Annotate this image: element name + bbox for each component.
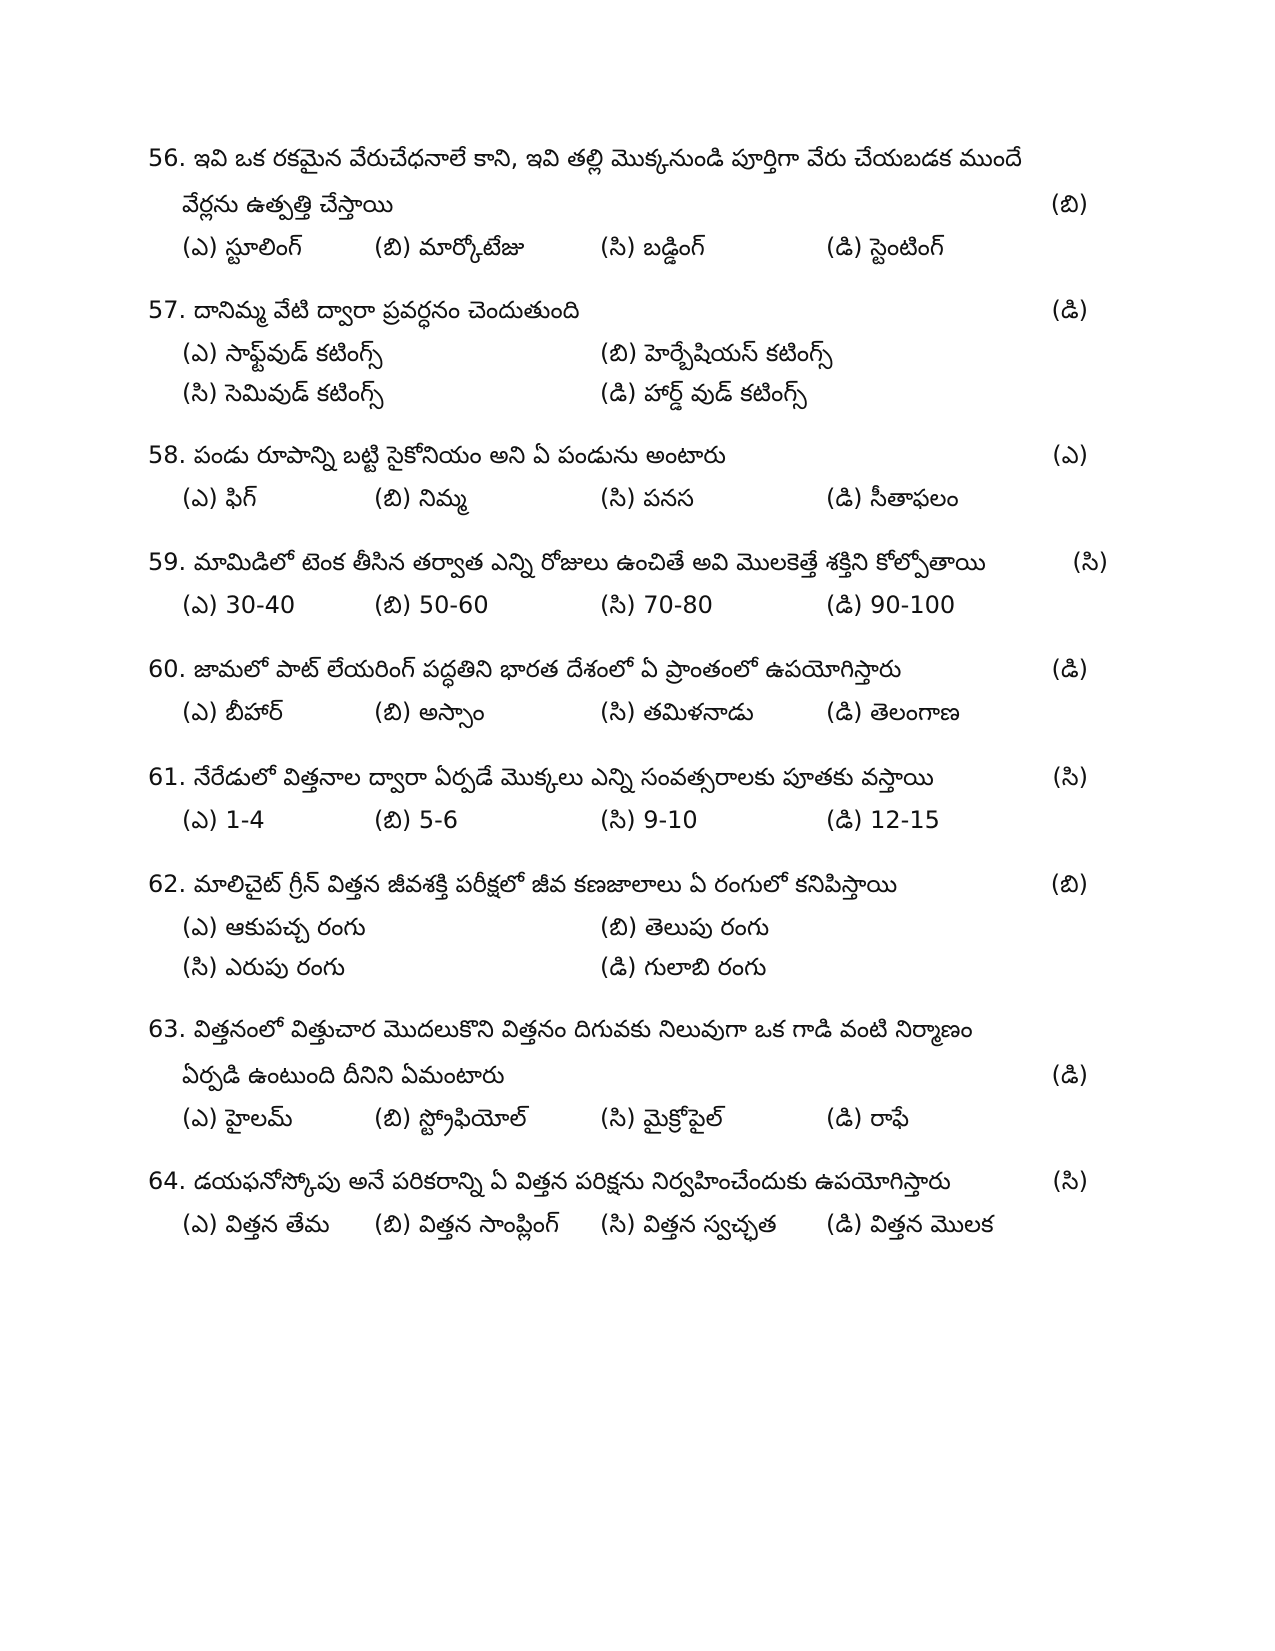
option-a: (ఎ) సాఫ్ట్‌వుడ్ కటింగ్స్ xyxy=(182,339,383,367)
question-text-continued: వేర్లను ఉత్పత్తి చేస్తాయి xyxy=(182,190,394,218)
option-c: (సి) విత్తన స్వచ్ఛత xyxy=(600,1210,777,1238)
answer-key: (సి) xyxy=(1052,1167,1088,1195)
option-a: (ఎ) ఫిగ్ xyxy=(182,484,257,512)
answer-key: (బి) xyxy=(1050,870,1088,898)
question-text: 57. దానిమ్మ వేటి ద్వారా ప్రవర్ధనం చెందుతుంది xyxy=(148,296,580,324)
option-a: (ఎ) ఆకుపచ్చ రంగు xyxy=(182,913,366,941)
question-text: 58. పండు రూపాన్ని బట్టి సైకోనియం అని ఏ పండును అంటారు xyxy=(148,441,726,469)
question-text: 60. జామలో పాట్ లేయరింగ్ పద్ధతిని భారత దేశంలో ఏ ప్రాంతంలో ఉపయోగిస్తారు xyxy=(148,655,902,683)
answer-key: (సి) xyxy=(1072,548,1108,576)
question-63 xyxy=(148,1006,1088,1138)
answer-key: (డి) xyxy=(1051,655,1088,683)
options-row xyxy=(148,907,1088,947)
options-row xyxy=(148,947,1088,987)
option-b: (బి) 50-60 xyxy=(374,591,489,619)
answer-key: (సి) xyxy=(1052,763,1088,791)
options-row xyxy=(148,333,1088,373)
question-62 xyxy=(148,861,1088,987)
question-text: 56. ఇవి ఒక రకమైన వేరుచేధనాలే కాని, ఇవి తల్లి మొక్కనుండి పూర్తిగా వేరు చేయబడక ముందే xyxy=(148,144,1022,172)
option-c: (సి) తమిళనాడు xyxy=(600,698,754,726)
answer-key: (ఎ) xyxy=(1052,441,1088,469)
option-b: (బి) స్ట్రోఫియోల్ xyxy=(374,1104,527,1132)
option-a: (ఎ) 30-40 xyxy=(182,591,296,619)
option-c: (సి) 9-10 xyxy=(600,806,698,834)
option-b: (బి) మార్కోటేజు xyxy=(374,233,525,261)
option-d: (డి) హార్డ్ వుడ్ కటింగ్స్ xyxy=(600,379,807,407)
options-row xyxy=(148,478,1088,518)
options-row xyxy=(148,227,1088,267)
option-b: (బి) తెలుపు రంగు xyxy=(600,913,770,941)
option-a: (ఎ) విత్తన తేమ xyxy=(182,1210,330,1238)
option-d: (డి) 90-100 xyxy=(826,591,956,619)
question-text: 64. డయఫనోస్కోపు అనే పరికరాన్ని ఏ విత్తన పరిక్షను నిర్వహించేందుకు ఉపయోగిస్తారు xyxy=(148,1167,951,1195)
question-61 xyxy=(148,754,1088,840)
option-b: (బి) 5-6 xyxy=(374,806,459,834)
answer-key: (డి) xyxy=(1051,1061,1088,1089)
options-row xyxy=(148,373,1088,413)
question-text-continued: ఏర్పడి ఉంటుంది దీనిని ఏమంటారు xyxy=(182,1061,505,1089)
question-56 xyxy=(148,135,1088,267)
option-c: (సి) 70-80 xyxy=(600,591,713,619)
option-d: (డి) తెలంగాణ xyxy=(826,698,960,726)
option-c: (సి) మైక్రోపైల్ xyxy=(600,1104,723,1132)
option-d: (డి) సీతాఫలం xyxy=(826,484,959,512)
option-b: (బి) విత్తన సాంప్లింగ్ xyxy=(374,1210,559,1238)
option-a: (ఎ) స్టూలింగ్ xyxy=(182,233,302,261)
option-d: (డి) రాఫే xyxy=(826,1104,910,1132)
option-c: (సి) ఎరుపు రంగు xyxy=(182,953,346,981)
question-64 xyxy=(148,1158,1088,1244)
question-57 xyxy=(148,287,1088,413)
option-b: (బి) హెర్బేషియస్ కటింగ్స్ xyxy=(600,339,833,367)
option-d: (డి) విత్తన మొలక xyxy=(826,1210,994,1238)
answer-key: (బి) xyxy=(1050,190,1088,218)
option-c: (సి) సెమివుడ్ కటింగ్స్ xyxy=(182,379,384,407)
option-d: (డి) గులాబి రంగు xyxy=(600,953,767,981)
options-row xyxy=(148,1204,1088,1244)
options-row xyxy=(148,692,1088,732)
question-text: 61. నేరేడులో విత్తనాల ద్వారా ఏర్పడే మొక్కలు ఎన్ని సంవత్సరాలకు పూతకు వస్తాయి xyxy=(148,763,934,791)
question-text: 59. మామిడిలో టెంక తీసిన తర్వాత ఎన్ని రోజులు ఉంచితే అవి మొలకెత్తే శక్తిని కోల్పోతాయి xyxy=(148,548,986,576)
options-row xyxy=(148,1098,1088,1138)
option-d: (డి) 12-15 xyxy=(826,806,940,834)
question-59 xyxy=(148,539,1108,625)
question-text: 63. విత్తనంలో విత్తుచార మొదలుకొని విత్తనం దిగువకు నిలువుగా ఒక గాడి వంటి నిర్మాణం xyxy=(148,1015,973,1043)
option-a: (ఎ) బీహార్ xyxy=(182,698,283,726)
question-60 xyxy=(148,646,1088,732)
question-text: 62. మాలిచైట్ గ్రీన్ విత్తన జీవశక్తి పరీక్షలో జీవ కణజాలాలు ఏ రంగులో కనిపిస్తాయి xyxy=(148,870,898,898)
option-a: (ఎ) హైలమ్ xyxy=(182,1104,293,1132)
option-c: (సి) బడ్డింగ్ xyxy=(600,233,705,261)
options-row xyxy=(148,585,1088,625)
options-row xyxy=(148,800,1088,840)
option-b: (బి) నిమ్మ xyxy=(374,484,467,512)
question-58 xyxy=(148,432,1088,518)
option-d: (డి) స్టెంటింగ్ xyxy=(826,233,944,261)
option-a: (ఎ) 1-4 xyxy=(182,806,265,834)
option-b: (బి) అస్సాం xyxy=(374,698,485,726)
option-c: (సి) పనస xyxy=(600,484,694,512)
answer-key: (డి) xyxy=(1051,296,1088,324)
